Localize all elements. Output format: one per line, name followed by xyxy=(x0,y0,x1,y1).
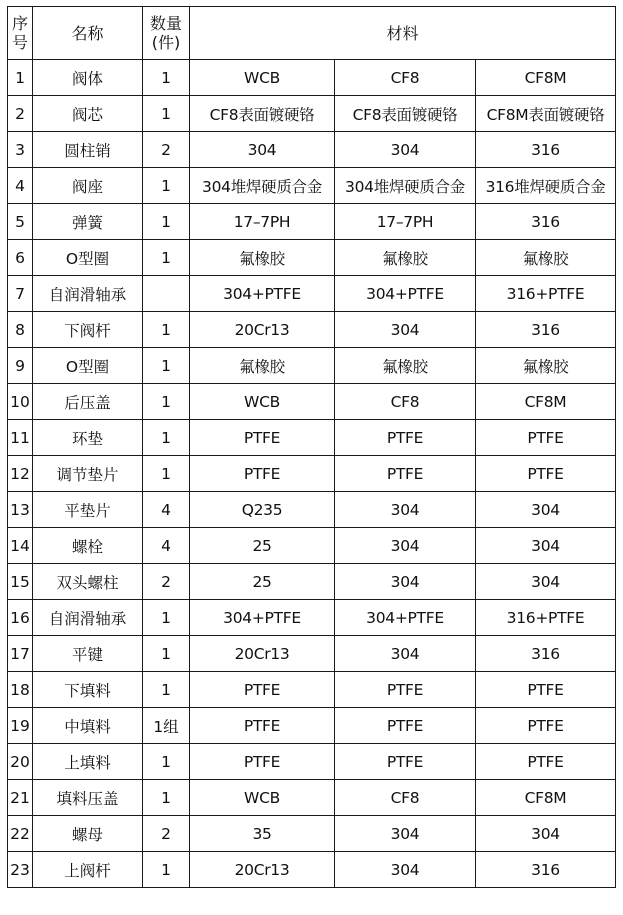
cell-quantity: 1 xyxy=(143,312,190,348)
cell-material-2: 304+PTFE xyxy=(335,600,476,636)
table-row xyxy=(8,456,616,492)
table-row xyxy=(8,564,616,600)
cell-material-2: CF8 xyxy=(335,60,476,96)
cell-part-name: 上阀杆 xyxy=(33,852,143,888)
cell-material-3: 316 xyxy=(476,204,616,240)
table-row xyxy=(8,348,616,384)
table-body xyxy=(8,60,616,888)
header-serial-number xyxy=(8,7,33,60)
cell-material-3: 304 xyxy=(476,816,616,852)
cell-material-2: PTFE xyxy=(335,744,476,780)
cell-material-1: CF8表面镀硬铬 xyxy=(190,96,335,132)
cell-material-2: 氟橡胶 xyxy=(335,240,476,276)
cell-material-2: 304 xyxy=(335,816,476,852)
cell-material-2: 304 xyxy=(335,312,476,348)
cell-material-2: PTFE xyxy=(335,672,476,708)
cell-part-name: 下填料 xyxy=(33,672,143,708)
header-quantity xyxy=(143,7,190,60)
table-row xyxy=(8,528,616,564)
cell-part-name: 阀体 xyxy=(33,60,143,96)
cell-part-name: 螺母 xyxy=(33,816,143,852)
cell-serial-number: 12 xyxy=(8,456,33,492)
cell-quantity: 2 xyxy=(143,816,190,852)
cell-quantity: 2 xyxy=(143,564,190,600)
cell-quantity: 1 xyxy=(143,240,190,276)
cell-material-3: 304 xyxy=(476,528,616,564)
cell-part-name: 后压盖 xyxy=(33,384,143,420)
cell-material-1: PTFE xyxy=(190,672,335,708)
cell-part-name: 平垫片 xyxy=(33,492,143,528)
header-quantity-line2: (件) xyxy=(151,33,181,52)
cell-serial-number: 13 xyxy=(8,492,33,528)
cell-serial-number: 5 xyxy=(8,204,33,240)
cell-part-name: 自润滑轴承 xyxy=(33,276,143,312)
cell-material-1: 304 xyxy=(190,132,335,168)
cell-part-name: 填料压盖 xyxy=(33,780,143,816)
cell-part-name: 弹簧 xyxy=(33,204,143,240)
cell-quantity: 1 xyxy=(143,384,190,420)
cell-material-1: WCB xyxy=(190,60,335,96)
cell-material-3: CF8M表面镀硬铬 xyxy=(476,96,616,132)
cell-quantity: 1 xyxy=(143,852,190,888)
cell-part-name: 调节垫片 xyxy=(33,456,143,492)
cell-serial-number: 22 xyxy=(8,816,33,852)
cell-material-3: PTFE xyxy=(476,420,616,456)
cell-part-name: O型圈 xyxy=(33,348,143,384)
cell-material-1: WCB xyxy=(190,780,335,816)
cell-material-3: 氟橡胶 xyxy=(476,348,616,384)
cell-material-3: PTFE xyxy=(476,456,616,492)
cell-part-name: O型圈 xyxy=(33,240,143,276)
cell-serial-number: 14 xyxy=(8,528,33,564)
cell-material-3: CF8M xyxy=(476,384,616,420)
cell-material-2: CF8表面镀硬铬 xyxy=(335,96,476,132)
cell-serial-number: 8 xyxy=(8,312,33,348)
cell-quantity: 1 xyxy=(143,456,190,492)
cell-material-2: 304 xyxy=(335,492,476,528)
table-row xyxy=(8,600,616,636)
cell-part-name: 平键 xyxy=(33,636,143,672)
table-row xyxy=(8,276,616,312)
cell-material-3: CF8M xyxy=(476,60,616,96)
cell-quantity: 1 xyxy=(143,204,190,240)
cell-quantity: 1 xyxy=(143,60,190,96)
cell-material-1: PTFE xyxy=(190,744,335,780)
cell-material-2: 304 xyxy=(335,132,476,168)
cell-serial-number: 18 xyxy=(8,672,33,708)
cell-material-2: CF8 xyxy=(335,384,476,420)
cell-quantity: 1组 xyxy=(143,708,190,744)
cell-material-2: 304 xyxy=(335,528,476,564)
table-row xyxy=(8,816,616,852)
cell-quantity: 2 xyxy=(143,132,190,168)
table-row xyxy=(8,312,616,348)
cell-material-2: 304 xyxy=(335,852,476,888)
cell-material-2: 304 xyxy=(335,636,476,672)
cell-material-2: 17–7PH xyxy=(335,204,476,240)
cell-serial-number: 7 xyxy=(8,276,33,312)
cell-serial-number: 20 xyxy=(8,744,33,780)
cell-material-1: 304+PTFE xyxy=(190,276,335,312)
cell-serial-number: 11 xyxy=(8,420,33,456)
table-row xyxy=(8,636,616,672)
cell-serial-number: 9 xyxy=(8,348,33,384)
cell-material-1: 氟橡胶 xyxy=(190,240,335,276)
table-row xyxy=(8,420,616,456)
cell-quantity: 1 xyxy=(143,420,190,456)
table-row xyxy=(8,204,616,240)
cell-material-1: 304堆焊硬质合金 xyxy=(190,168,335,204)
cell-material-3: 304 xyxy=(476,492,616,528)
table-row xyxy=(8,96,616,132)
cell-quantity: 1 xyxy=(143,636,190,672)
cell-serial-number: 6 xyxy=(8,240,33,276)
cell-part-name: 阀座 xyxy=(33,168,143,204)
header-material: 材料 xyxy=(190,7,616,60)
cell-material-1: 20Cr13 xyxy=(190,636,335,672)
cell-material-2: 304+PTFE xyxy=(335,276,476,312)
cell-material-1: 20Cr13 xyxy=(190,852,335,888)
cell-part-name: 双头螺柱 xyxy=(33,564,143,600)
cell-material-1: 氟橡胶 xyxy=(190,348,335,384)
cell-material-2: PTFE xyxy=(335,708,476,744)
cell-material-1: 25 xyxy=(190,528,335,564)
cell-material-1: PTFE xyxy=(190,420,335,456)
cell-quantity: 1 xyxy=(143,348,190,384)
cell-serial-number: 3 xyxy=(8,132,33,168)
cell-material-2: 304堆焊硬质合金 xyxy=(335,168,476,204)
cell-quantity: 4 xyxy=(143,492,190,528)
cell-part-name: 上填料 xyxy=(33,744,143,780)
cell-material-3: 316 xyxy=(476,636,616,672)
table-row xyxy=(8,384,616,420)
table-header-row xyxy=(8,7,616,60)
cell-part-name: 螺栓 xyxy=(33,528,143,564)
header-serial-line1: 序 xyxy=(11,14,28,33)
table-row xyxy=(8,780,616,816)
cell-quantity: 1 xyxy=(143,168,190,204)
cell-part-name: 阀芯 xyxy=(33,96,143,132)
table-row xyxy=(8,672,616,708)
cell-quantity: 1 xyxy=(143,744,190,780)
header-serial-line2: 号 xyxy=(11,33,28,52)
cell-material-2: 304 xyxy=(335,564,476,600)
table-row xyxy=(8,852,616,888)
cell-part-name: 环垫 xyxy=(33,420,143,456)
table-row xyxy=(8,744,616,780)
table-row xyxy=(8,168,616,204)
cell-material-3: 316 xyxy=(476,852,616,888)
table-row xyxy=(8,132,616,168)
cell-serial-number: 16 xyxy=(8,600,33,636)
cell-quantity xyxy=(143,276,190,312)
cell-part-name: 圆柱销 xyxy=(33,132,143,168)
cell-material-1: PTFE xyxy=(190,456,335,492)
cell-material-1: 17–7PH xyxy=(190,204,335,240)
cell-material-1: WCB xyxy=(190,384,335,420)
cell-quantity: 1 xyxy=(143,600,190,636)
cell-serial-number: 4 xyxy=(8,168,33,204)
header-quantity-line1: 数量 xyxy=(149,14,182,33)
cell-serial-number: 1 xyxy=(8,60,33,96)
parts-material-table xyxy=(7,6,616,888)
cell-material-3: CF8M xyxy=(476,780,616,816)
cell-serial-number: 15 xyxy=(8,564,33,600)
cell-material-3: PTFE xyxy=(476,708,616,744)
cell-material-2: PTFE xyxy=(335,420,476,456)
cell-serial-number: 23 xyxy=(8,852,33,888)
cell-material-3: 316堆焊硬质合金 xyxy=(476,168,616,204)
cell-material-3: PTFE xyxy=(476,744,616,780)
cell-material-1: Q235 xyxy=(190,492,335,528)
cell-material-1: PTFE xyxy=(190,708,335,744)
header-name: 名称 xyxy=(33,7,143,60)
cell-serial-number: 2 xyxy=(8,96,33,132)
cell-part-name: 中填料 xyxy=(33,708,143,744)
cell-material-1: 25 xyxy=(190,564,335,600)
cell-material-3: 316 xyxy=(476,312,616,348)
cell-material-3: 氟橡胶 xyxy=(476,240,616,276)
cell-material-3: 316+PTFE xyxy=(476,276,616,312)
table-row xyxy=(8,708,616,744)
table-row xyxy=(8,492,616,528)
cell-material-1: 20Cr13 xyxy=(190,312,335,348)
table-row xyxy=(8,60,616,96)
cell-quantity: 1 xyxy=(143,96,190,132)
cell-part-name: 自润滑轴承 xyxy=(33,600,143,636)
cell-serial-number: 19 xyxy=(8,708,33,744)
cell-material-3: PTFE xyxy=(476,672,616,708)
cell-part-name: 下阀杆 xyxy=(33,312,143,348)
cell-quantity: 1 xyxy=(143,672,190,708)
cell-material-2: PTFE xyxy=(335,456,476,492)
cell-material-2: 氟橡胶 xyxy=(335,348,476,384)
cell-material-2: CF8 xyxy=(335,780,476,816)
cell-serial-number: 17 xyxy=(8,636,33,672)
cell-quantity: 1 xyxy=(143,780,190,816)
cell-material-3: 304 xyxy=(476,564,616,600)
cell-serial-number: 21 xyxy=(8,780,33,816)
cell-material-3: 316+PTFE xyxy=(476,600,616,636)
table-row xyxy=(8,240,616,276)
cell-material-1: 304+PTFE xyxy=(190,600,335,636)
cell-quantity: 4 xyxy=(143,528,190,564)
cell-material-3: 316 xyxy=(476,132,616,168)
cell-material-1: 35 xyxy=(190,816,335,852)
cell-serial-number: 10 xyxy=(8,384,33,420)
